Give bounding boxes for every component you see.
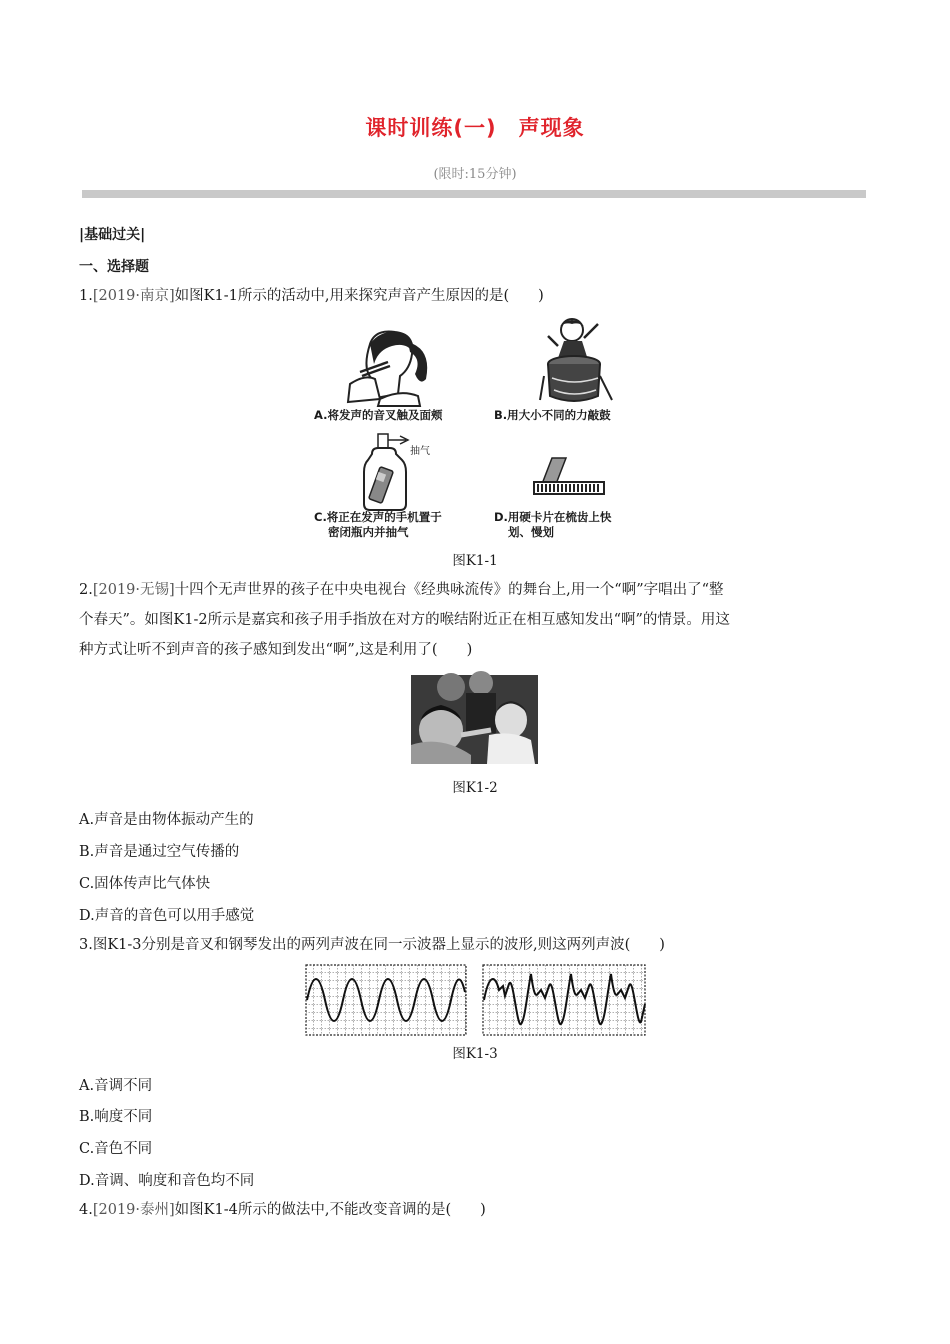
question-2 bbox=[79, 575, 874, 665]
choice-d-line1: D.用硬卡片在梳齿上快 bbox=[494, 510, 612, 524]
figure-caption-k1-1: 图K1-1 bbox=[452, 553, 498, 569]
page-title bbox=[0, 112, 950, 142]
choice-d-line2: 划、慢划 bbox=[508, 525, 554, 539]
question-3 bbox=[79, 930, 874, 960]
choice-a-label: A.将发声的音叉触及面颊 bbox=[314, 408, 443, 422]
header-rule bbox=[82, 190, 866, 198]
comb-card-illustration bbox=[532, 456, 606, 500]
question-text: 如图K1-4所示的做法中,不能改变音调的是( ) bbox=[174, 1202, 486, 1218]
question-number: 3. bbox=[79, 937, 93, 953]
section-label: |基础过关| bbox=[79, 227, 146, 243]
q3-option-a[interactable]: A.音调不同 bbox=[79, 1078, 153, 1094]
title-topic: 声现象 bbox=[518, 116, 585, 140]
question-number: 2. bbox=[79, 582, 93, 598]
q2-option-b[interactable]: B.声音是通过空气传播的 bbox=[79, 844, 240, 860]
q3-option-b[interactable]: B.响度不同 bbox=[79, 1109, 153, 1125]
choice-c-line1: C.将正在发声的手机置于 bbox=[314, 510, 442, 524]
figure-k1-2-photo bbox=[411, 675, 538, 764]
question-text: 图K1-3分别是音叉和钢琴发出的两列声波在同一示波器上显示的波形,则这两列声波( ) bbox=[92, 937, 665, 953]
figure-k1-1 bbox=[310, 316, 650, 541]
phone-in-jar-illustration bbox=[362, 432, 452, 512]
question-source: [2019·无锡] bbox=[92, 582, 175, 598]
question-4 bbox=[79, 1195, 874, 1225]
piano-wave-panel bbox=[483, 965, 645, 1035]
figure-caption-k1-3: 图K1-3 bbox=[452, 1046, 498, 1062]
time-limit: (限时:15分钟) bbox=[433, 167, 517, 182]
question-number: 4. bbox=[79, 1202, 93, 1218]
tuning-fork-face-illustration bbox=[340, 324, 440, 406]
question-text-line3: 种方式让听不到声音的孩子感知到发出“啊”,这是利用了( ) bbox=[79, 642, 473, 658]
q2-option-d[interactable]: D.声音的音色可以用手感觉 bbox=[79, 908, 255, 924]
q3-option-c[interactable]: C.音色不同 bbox=[79, 1141, 153, 1157]
q3-option-d[interactable]: D.音调、响度和音色均不同 bbox=[79, 1173, 255, 1189]
choice-c-label bbox=[314, 510, 442, 540]
question-text-line2: 个春天”。如图K1-2所示是嘉宾和孩子用手指放在对方的喉结附近正在相互感知发出“啊”的情景。用这 bbox=[79, 612, 730, 628]
tuning-fork-wave-panel bbox=[306, 965, 466, 1035]
choice-b-label: B.用大小不同的力敲鼓 bbox=[494, 408, 611, 422]
drum-illustration bbox=[538, 316, 618, 404]
question-text: 如图K1-1所示的活动中,用来探究声音产生原因的是( ) bbox=[174, 288, 544, 304]
figure-k1-3-waveforms bbox=[305, 964, 647, 1036]
question-1 bbox=[79, 281, 874, 311]
choice-c-line2: 密闭瓶内并抽气 bbox=[328, 525, 409, 539]
pump-label: 抽气 bbox=[410, 446, 430, 457]
question-text-line1: 十四个无声世界的孩子在中央电视台《经典咏流传》的舞台上,用一个“啊”字唱出了“整 bbox=[174, 582, 724, 598]
question-number: 1. bbox=[79, 288, 93, 304]
choice-d-label bbox=[494, 510, 611, 540]
section-type: 一、选择题 bbox=[79, 259, 149, 275]
q2-option-c[interactable]: C.固体传声比气体快 bbox=[79, 876, 211, 892]
figure-caption-k1-2: 图K1-2 bbox=[452, 780, 498, 796]
q2-option-a[interactable]: A.声音是由物体振动产生的 bbox=[79, 812, 254, 828]
question-source: [2019·南京] bbox=[92, 288, 175, 304]
question-source: [2019·泰州] bbox=[92, 1202, 175, 1218]
title-main: 课时训练(一) bbox=[365, 116, 497, 140]
